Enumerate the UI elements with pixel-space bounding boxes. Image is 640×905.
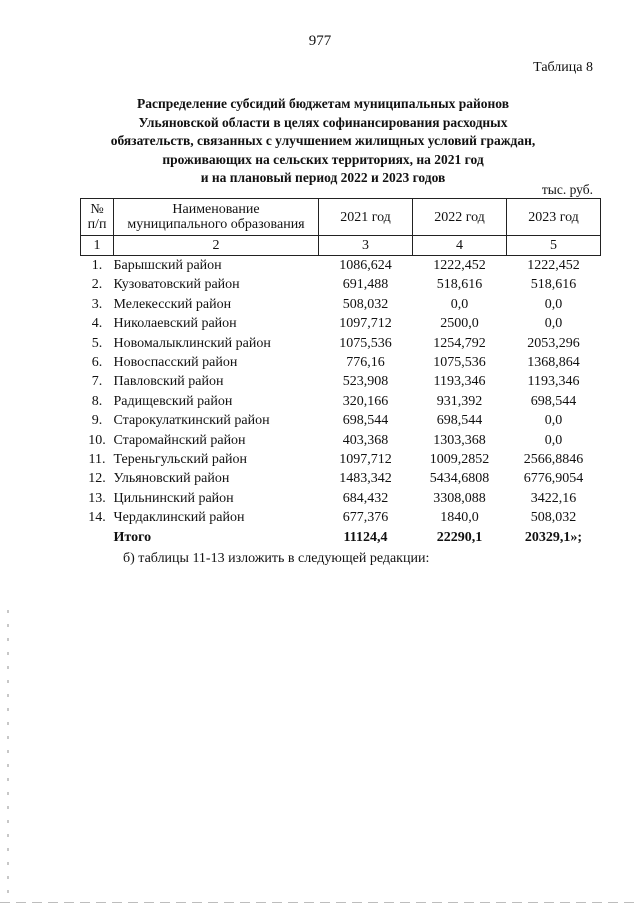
table-row [81, 489, 601, 508]
value-2023: 0,0 [544, 296, 563, 312]
table-row [81, 334, 601, 353]
row-number: 3. [91, 296, 103, 312]
title-line: проживающих на сельских территориях, на 2021 год [162, 151, 484, 167]
title-line: и на плановый период 2022 и 2023 годов [200, 170, 446, 185]
column-number: 5 [507, 236, 601, 256]
amendment-note: б) таблицы 11-13 изложить в следующей редакции: [123, 551, 430, 566]
row-number: 6. [91, 355, 103, 371]
total-row [81, 528, 601, 547]
total-2023: 20329,1»; [524, 529, 583, 545]
row-number: 14. [88, 510, 106, 526]
table-row [81, 411, 601, 430]
district-name: Радищевский район [113, 393, 233, 409]
table-row [81, 275, 601, 294]
district-name: Чердаклинский район [113, 510, 245, 526]
district-name: Николаевский район [113, 316, 237, 332]
value-2021: 776,16 [346, 355, 385, 371]
scan-artifact [0, 902, 640, 903]
district-name: Новоспасский район [113, 355, 238, 371]
district-name: Старомайнский район [113, 432, 246, 448]
table-row [81, 450, 601, 469]
total-label: Итого [113, 529, 152, 545]
value-2022: 1075,536 [433, 355, 486, 371]
value-2023: 1222,452 [527, 258, 580, 273]
district-name: Старокулаткинский район [113, 413, 270, 429]
total-2021: 11124,4 [343, 529, 388, 545]
value-2021: 677,376 [342, 510, 389, 526]
row-number: 13. [88, 490, 106, 506]
value-2023: 698,544 [530, 393, 577, 409]
value-2023: 508,032 [530, 510, 577, 526]
district-name: Новомалыклинский район [113, 335, 271, 351]
value-2023: 1193,346 [527, 374, 580, 390]
row-number: 8. [91, 393, 103, 409]
value-2021: 508,032 [342, 296, 389, 312]
value-2021: 1086,624 [339, 258, 392, 273]
title-line: Распределение субсидий бюджетам муниципальных районов [136, 96, 510, 111]
column-number: 3 [319, 236, 413, 256]
value-2021: 320,166 [342, 393, 389, 409]
value-2022: 518,616 [436, 277, 483, 293]
column-number: 2 [114, 236, 319, 256]
header-num-line1: № [90, 202, 104, 217]
table-row [81, 372, 601, 391]
district-name: Цильнинский район [113, 490, 234, 506]
column-number-row [81, 236, 601, 256]
unit-label: тыс. руб. [541, 182, 593, 197]
column-number: 4 [413, 236, 507, 256]
row-number: 1. [91, 258, 103, 273]
district-name: Тереньгульский район [113, 452, 248, 468]
header-2021: 2021 год [319, 199, 413, 236]
subsidy-table [80, 198, 601, 547]
value-2022: 2500,0 [440, 316, 479, 332]
row-number: 2. [91, 277, 103, 293]
district-name: Мелекесский район [113, 296, 232, 312]
value-2022: 1222,452 [433, 258, 486, 273]
value-2022: 698,544 [436, 413, 483, 429]
table-row [81, 295, 601, 314]
table-row [81, 431, 601, 450]
value-2023: 2053,296 [527, 335, 580, 351]
value-2022: 1303,368 [433, 432, 486, 448]
table-row [81, 256, 601, 276]
value-2023: 0,0 [544, 316, 563, 332]
row-number: 9. [91, 413, 103, 429]
value-2022: 1193,346 [433, 374, 486, 390]
value-2021: 1097,712 [339, 452, 392, 468]
value-2023: 0,0 [544, 432, 563, 448]
value-2023: 1368,864 [527, 355, 580, 371]
header-2023: 2023 год [507, 199, 601, 236]
value-2021: 1075,536 [339, 335, 392, 351]
value-2022: 0,0 [450, 296, 469, 312]
header-num-line2: п/п [87, 217, 107, 232]
row-number: 4. [91, 316, 103, 332]
value-2021: 698,544 [342, 413, 389, 429]
title-line: Ульяновской области в целях софинансирования расходных [138, 114, 508, 130]
value-2021: 403,368 [342, 432, 389, 448]
scan-artifact [7, 610, 9, 900]
total-2022: 22290,1 [436, 529, 483, 545]
document-title [95, 95, 551, 188]
row-number: 11. [88, 452, 106, 468]
table-row [81, 469, 601, 488]
table-label: Таблица 8 [533, 60, 593, 75]
table-row [81, 508, 601, 527]
district-name: Кузоватовский район [113, 277, 240, 293]
value-2022: 5434,6808 [429, 471, 490, 487]
value-2021: 1483,342 [339, 471, 392, 487]
district-name: Барышский район [113, 258, 222, 273]
value-2022: 1254,792 [433, 335, 486, 351]
value-2023: 0,0 [544, 413, 563, 429]
table-body [81, 256, 601, 548]
header-num [81, 199, 114, 236]
row-number: 12. [88, 471, 106, 487]
district-name: Павловский район [113, 374, 224, 390]
value-2023: 518,616 [530, 277, 577, 293]
title-line: обязательств, связанных с улучшением жилищных условий граждан, [110, 133, 536, 148]
value-2021: 1097,712 [339, 316, 392, 332]
value-2021: 691,488 [342, 277, 389, 293]
value-2021: 523,908 [342, 374, 389, 390]
value-2023: 3422,16 [530, 490, 577, 506]
header-name-line1: Наименование [172, 202, 260, 217]
row-number: 10. [88, 432, 106, 448]
value-2022: 1840,0 [440, 510, 479, 526]
value-2022: 931,392 [436, 393, 483, 409]
header-name-line2: муниципального образования [127, 217, 305, 232]
value-2023: 2566,8846 [523, 452, 584, 468]
header-name [114, 199, 319, 236]
value-2022: 3308,088 [433, 490, 486, 506]
table-row [81, 314, 601, 333]
column-number: 1 [81, 236, 114, 256]
row-number: 5. [91, 335, 103, 351]
value-2022: 1009,2852 [429, 452, 490, 468]
value-2023: 6776,9054 [523, 471, 584, 487]
district-name: Ульяновский район [113, 471, 230, 487]
row-number: 7. [91, 374, 103, 390]
header-row [81, 199, 601, 236]
table-row [81, 353, 601, 372]
header-2022: 2022 год [413, 199, 507, 236]
value-2021: 684,432 [342, 490, 389, 506]
page-number: 977 [308, 33, 332, 49]
table-row [81, 392, 601, 411]
